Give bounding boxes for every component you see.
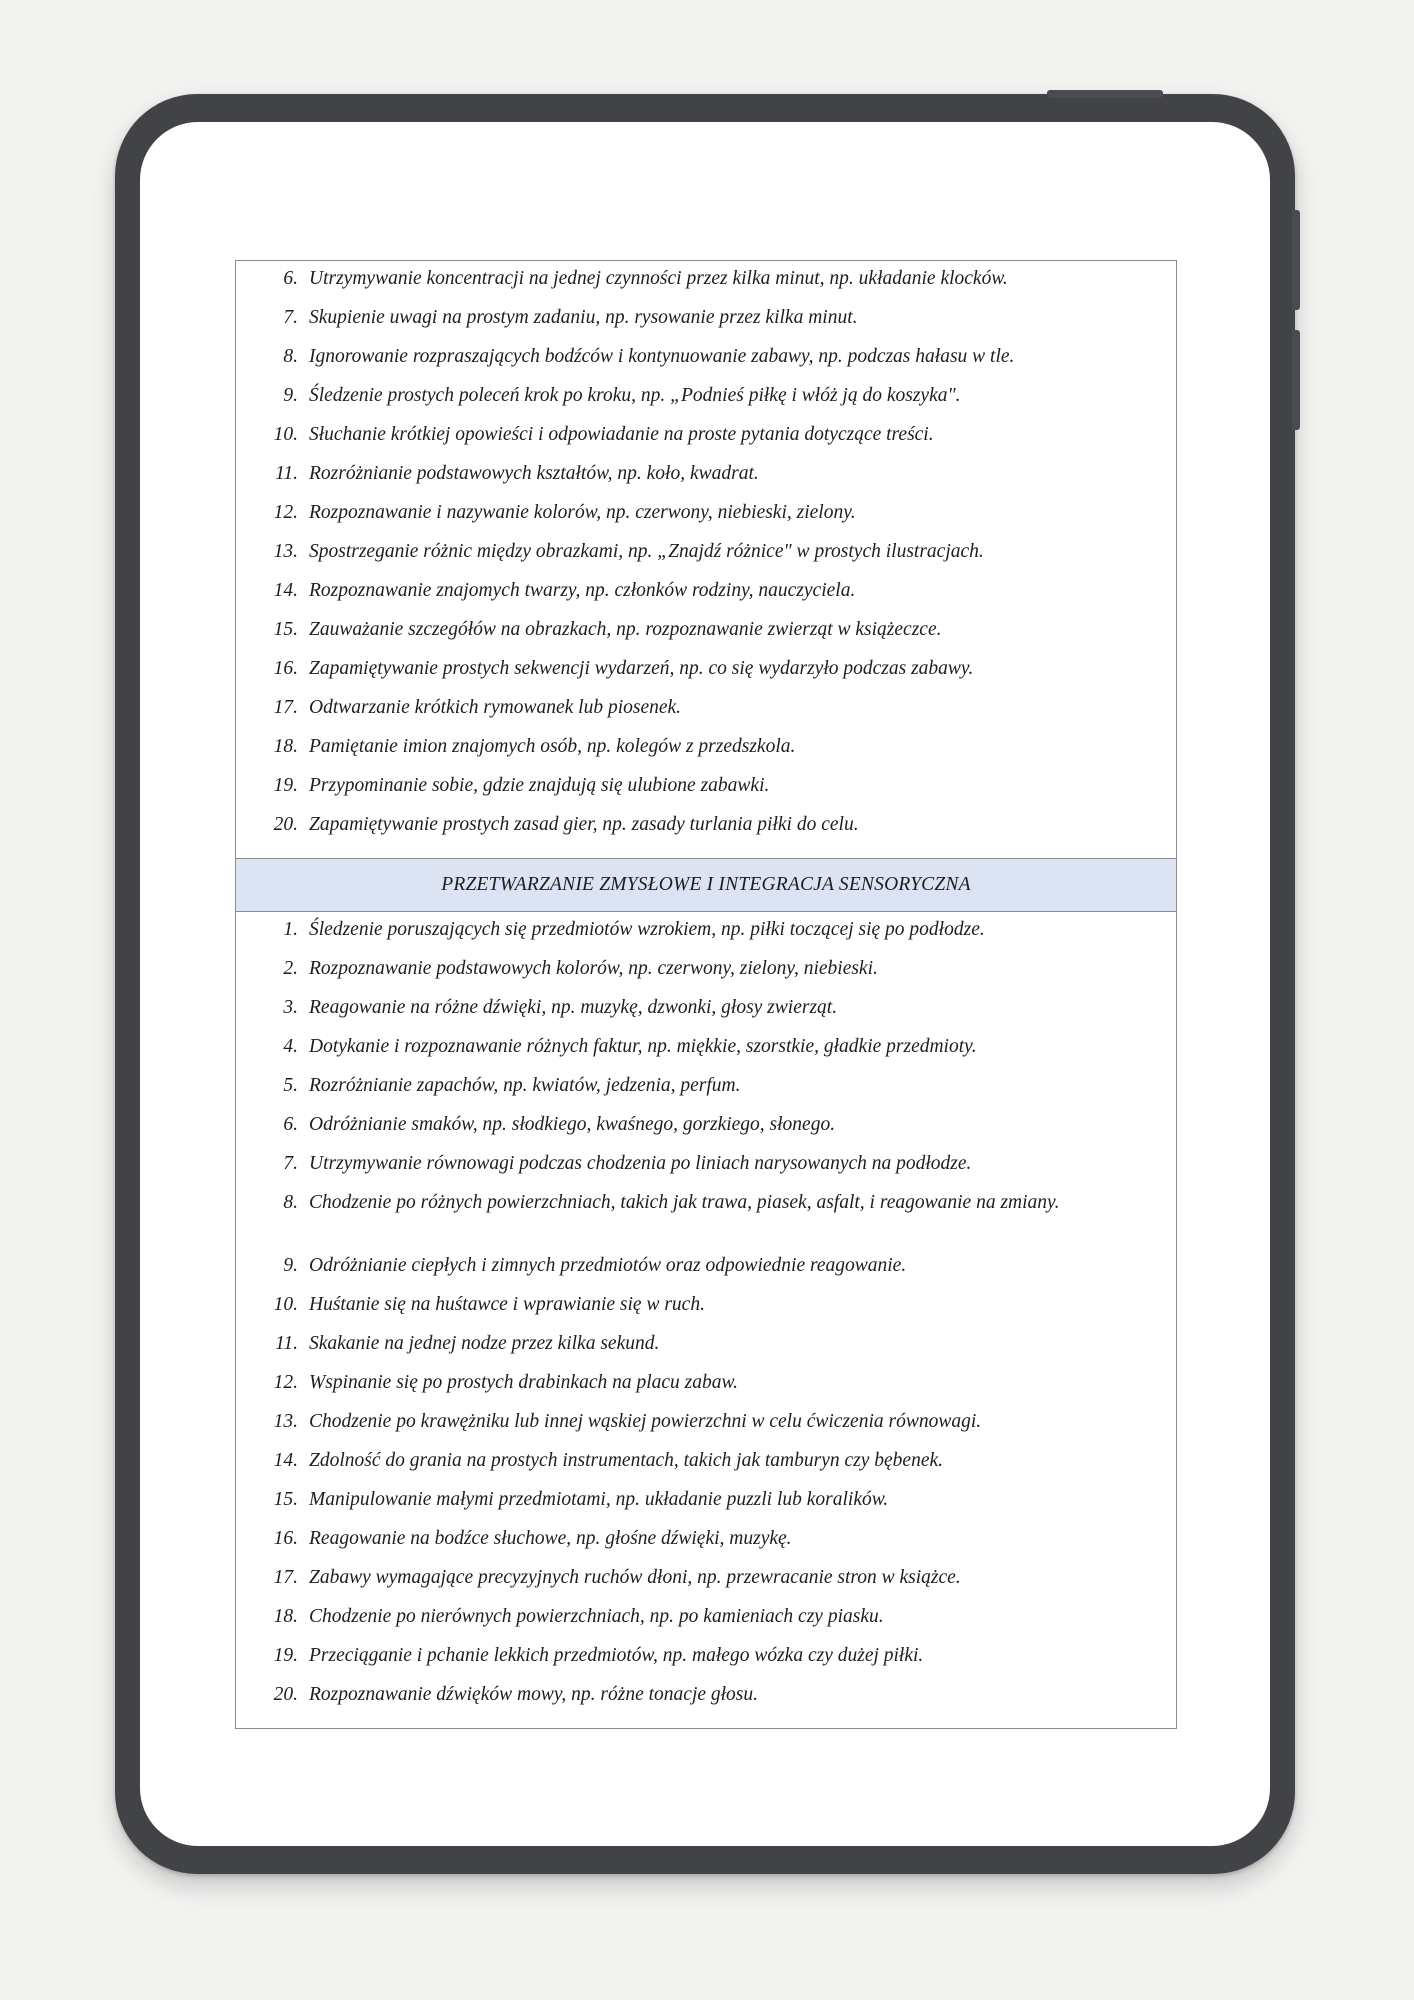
list-item-text: Rozpoznawanie dźwięków mowy, np. różne tonacje głosu.: [309, 1684, 759, 1705]
list-item: [236, 1035, 1164, 1074]
list-bottom: [236, 912, 1176, 1728]
list-item: [236, 1527, 1164, 1566]
list-item: [236, 345, 1164, 384]
list-item-number: 1.: [283, 919, 298, 940]
list-item: [236, 1113, 1164, 1152]
list-item-number: 14.: [273, 1450, 298, 1471]
list-item-number: 10.: [273, 424, 298, 445]
list-item-text: Zapamiętywanie prostych sekwencji wydarzeń, np. co się wydarzyło podczas zabawy.: [309, 658, 974, 679]
list-item: [236, 1152, 1164, 1191]
list-item-text: Chodzenie po krawężniku lub innej wąskiej powierzchni w celu ćwiczenia równowagi.: [309, 1411, 982, 1432]
list-item-number: 3.: [283, 997, 298, 1018]
list-item-number: 15.: [273, 1489, 298, 1510]
list-item: [236, 996, 1164, 1035]
list-item-text: Chodzenie po nierównych powierzchniach, np. po kamieniach czy piasku.: [309, 1606, 884, 1627]
list-item: [236, 1332, 1164, 1371]
document-table: [235, 260, 1177, 1729]
list-item: [236, 423, 1164, 462]
list-item-number: 18.: [273, 736, 298, 757]
list-item: [236, 579, 1164, 618]
list-item-number: 12.: [273, 1372, 298, 1393]
list-item-number: 2.: [283, 958, 298, 979]
list-item: [236, 657, 1164, 696]
list-item-number: 19.: [273, 1645, 298, 1666]
list-item: [236, 618, 1164, 657]
list-item-number: 16.: [273, 1528, 298, 1549]
list-item: [236, 267, 1164, 306]
list-item-text: Manipulowanie małymi przedmiotami, np. układanie puzzli lub koralików.: [309, 1489, 889, 1510]
list-item-text: Utrzymywanie równowagi podczas chodzenia po liniach narysowanych na podłodze.: [309, 1153, 972, 1174]
list-item-number: 19.: [273, 775, 298, 796]
list-item-number: 16.: [273, 658, 298, 679]
tablet-frame: [115, 94, 1295, 1874]
list-item: [236, 918, 1164, 957]
list-item-number: 8.: [283, 346, 298, 367]
list-item-number: 12.: [273, 502, 298, 523]
list-item: [236, 1191, 1164, 1254]
section-title: PRZETWARZANIE ZMYSŁOWE I INTEGRACJA SENSORYCZNA: [441, 874, 971, 895]
list-item: [236, 306, 1164, 345]
list-item: [236, 384, 1164, 423]
section-header: [236, 858, 1176, 912]
list-item-number: 13.: [273, 1411, 298, 1432]
list-item-number: 13.: [273, 541, 298, 562]
list-item-text: Huśtanie się na huśtawce i wprawianie się w ruch.: [309, 1294, 705, 1315]
list-item-text: Rozpoznawanie znajomych twarzy, np. członków rodziny, nauczyciela.: [309, 580, 856, 601]
list-item-text: Przeciąganie i pchanie lekkich przedmiotów, np. małego wózka czy dużej piłki.: [309, 1645, 924, 1666]
list-item-text: Chodzenie po różnych powierzchniach, takich jak trawa, piasek, asfalt, i reagowanie na zmiany.: [309, 1192, 1060, 1213]
list-item-number: 10.: [273, 1294, 298, 1315]
list-item: [236, 540, 1164, 579]
list-item-text: Reagowanie na bodźce słuchowe, np. głośne dźwięki, muzykę.: [309, 1528, 792, 1549]
list-item: [236, 1566, 1164, 1605]
list-item-text: Skupienie uwagi na prostym zadaniu, np. rysowanie przez kilka minut.: [309, 307, 858, 328]
list-item-text: Pamiętanie imion znajomych osób, np. kolegów z przedszkola.: [309, 736, 796, 757]
list-top: [236, 261, 1176, 858]
list-item-text: Przypominanie sobie, gdzie znajdują się ulubione zabawki.: [309, 775, 770, 796]
list-item-number: 14.: [273, 580, 298, 601]
list-item: [236, 501, 1164, 540]
list-item-text: Słuchanie krótkiej opowieści i odpowiadanie na proste pytania dotyczące treści.: [309, 424, 934, 445]
list-item: [236, 1644, 1164, 1683]
list-item-number: 18.: [273, 1606, 298, 1627]
tablet-screen: [140, 122, 1270, 1846]
list-item-text: Śledzenie prostych poleceń krok po kroku, np. „Podnieś piłkę i włóż ją do koszyka".: [309, 385, 961, 406]
list-item-number: 9.: [283, 1255, 298, 1276]
list-item-text: Zapamiętywanie prostych zasad gier, np. zasady turlania piłki do celu.: [309, 814, 859, 835]
list-item-number: 5.: [283, 1075, 298, 1096]
list-item: [236, 774, 1164, 813]
list-item: [236, 1449, 1164, 1488]
list-item: [236, 462, 1164, 501]
list-item-text: Zdolność do grania na prostych instrumentach, takich jak tamburyn czy bębenek.: [309, 1450, 943, 1471]
list-item-text: Utrzymywanie koncentracji na jednej czynności przez kilka minut, np. układanie klocków.: [309, 268, 1008, 289]
list-item-number: 7.: [283, 307, 298, 328]
list-item: [236, 1683, 1164, 1722]
power-button: [1047, 90, 1163, 98]
list-item-text: Dotykanie i rozpoznawanie różnych faktur, np. miękkie, szorstkie, gładkie przedmioty.: [309, 1036, 977, 1057]
list-item-text: Wspinanie się po prostych drabinkach na placu zabaw.: [309, 1372, 738, 1393]
list-item-number: 7.: [283, 1153, 298, 1174]
list-item: [236, 957, 1164, 996]
list-item: [236, 1074, 1164, 1113]
list-item-number: 11.: [275, 1333, 298, 1354]
list-item-text: Rozróżnianie zapachów, np. kwiatów, jedzenia, perfum.: [309, 1075, 741, 1096]
list-item-text: Rozróżnianie podstawowych kształtów, np. koło, kwadrat.: [309, 463, 759, 484]
volume-up-button: [1292, 210, 1300, 310]
list-item-text: Spostrzeganie różnic między obrazkami, np. „Znajdź różnice" w prostych ilustracjach.: [309, 541, 984, 562]
list-item: [236, 1293, 1164, 1332]
list-item: [236, 735, 1164, 774]
list-item-number: 4.: [283, 1036, 298, 1057]
list-item: [236, 696, 1164, 735]
list-item-text: Rozpoznawanie podstawowych kolorów, np. czerwony, zielony, niebieski.: [309, 958, 878, 979]
list-item-number: 8.: [283, 1192, 298, 1213]
volume-down-button: [1292, 330, 1300, 430]
list-item-number: 15.: [273, 619, 298, 640]
list-item: [236, 1371, 1164, 1410]
list-item: [236, 1488, 1164, 1527]
list-item-text: Odróżnianie ciepłych i zimnych przedmiotów oraz odpowiednie reagowanie.: [309, 1255, 907, 1276]
list-item-number: 20.: [273, 814, 298, 835]
list-item-text: Reagowanie na różne dźwięki, np. muzykę, dzwonki, głosy zwierząt.: [309, 997, 838, 1018]
list-item: [236, 1254, 1164, 1293]
list-item-text: Odróżnianie smaków, np. słodkiego, kwaśnego, gorzkiego, słonego.: [309, 1114, 836, 1135]
list-item-number: 6.: [283, 268, 298, 289]
list-item-text: Rozpoznawanie i nazywanie kolorów, np. czerwony, niebieski, zielony.: [309, 502, 856, 523]
list-item-text: Zabawy wymagające precyzyjnych ruchów dłoni, np. przewracanie stron w książce.: [309, 1567, 961, 1588]
list-item-number: 6.: [283, 1114, 298, 1135]
list-item-number: 20.: [273, 1684, 298, 1705]
list-item-text: Skakanie na jednej nodze przez kilka sekund.: [309, 1333, 660, 1354]
list-item-text: Odtwarzanie krótkich rymowanek lub piosenek.: [309, 697, 682, 718]
list-item: [236, 813, 1164, 852]
list-item: [236, 1605, 1164, 1644]
list-item-number: 11.: [275, 463, 298, 484]
list-item-number: 9.: [283, 385, 298, 406]
list-item: [236, 1410, 1164, 1449]
list-item-text: Śledzenie poruszających się przedmiotów wzrokiem, np. piłki toczącej się po podłodze.: [309, 919, 985, 940]
list-item-number: 17.: [273, 1567, 298, 1588]
list-item-number: 17.: [273, 697, 298, 718]
list-item-text: Ignorowanie rozpraszających bodźców i kontynuowanie zabawy, np. podczas hałasu w tle.: [309, 346, 1015, 367]
list-item-text: Zauważanie szczegółów na obrazkach, np. rozpoznawanie zwierząt w książeczce.: [309, 619, 942, 640]
